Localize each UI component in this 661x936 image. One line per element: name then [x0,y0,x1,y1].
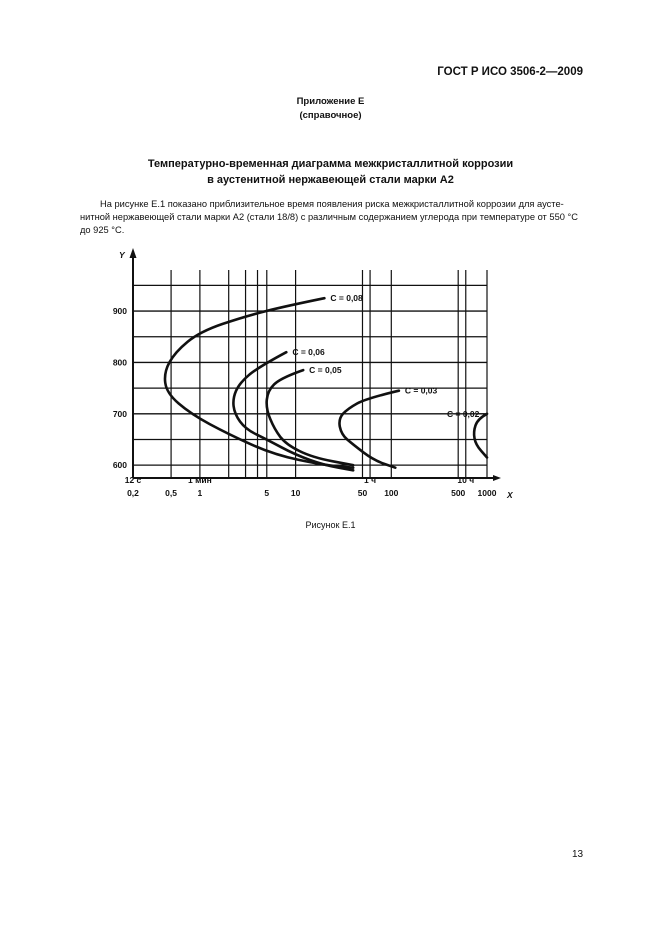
y-tick-label: 600 [112,460,127,471]
curve-label: C = 0,06 [292,347,325,358]
paragraph-line-2: нитной нержавеющей стали марки А2 (стали 18/8) с различным содержанием углерода при температуре от 550 °С [80,212,578,222]
page-number: 13 [572,849,584,860]
curve-1 [165,298,353,468]
paragraph-line-3: до 925 °С. [80,225,125,235]
x-time-label: 1 мин [188,475,212,485]
curve-label: C = 0,08 [330,293,363,304]
y-tick-label: 700 [112,408,127,419]
x-tick-label: 500 [451,488,466,498]
curve-label: C = 0,05 [309,365,342,376]
x-time-label: 12 с [124,475,142,485]
standard-id: ГОСТ Р ИСО 3506-2—2009 [437,66,583,78]
x-tick-label: 1 [197,488,203,498]
curve-label: C = 0,03 [404,385,438,396]
x-tick-label: 0,2 [127,488,139,498]
x-tick-label: 0,5 [165,488,177,498]
x-tick-label: 10 [290,488,301,498]
x-tick-label: 100 [384,488,399,498]
x-axis-arrow [493,475,501,481]
x-time-label: 1 ч [364,475,377,485]
x-tick-label: 50 [357,488,368,498]
paragraph-line-1: На рисунке Е.1 показано приблизительное время появления риска межкристаллитной коррозии для аусте- [100,199,564,209]
title-line-2: в аустенитной нержавеющей стали марки А2 [207,174,454,186]
y-tick-label: 900 [112,306,127,317]
x-tick-label: 5 [264,488,270,498]
curve-label: C = 0,02 [447,408,480,419]
title-line-1: Температурно-временная диаграмма межкристаллитной коррозии [147,158,514,170]
curve-4 [339,391,398,468]
y-tick-label: 800 [112,357,127,368]
figure-caption: Рисунок Е.1 [305,520,356,530]
y-axis-arrow [130,248,137,258]
annex-label: Приложение Е [296,96,365,107]
curve-5 [474,414,487,458]
x-time-label: 10 ч [457,475,475,485]
y-axis-label: Y [119,250,125,260]
x-axis-label: X [507,490,513,500]
x-tick-label: 1000 [477,488,497,498]
annex-type: (справочное) [299,110,362,121]
